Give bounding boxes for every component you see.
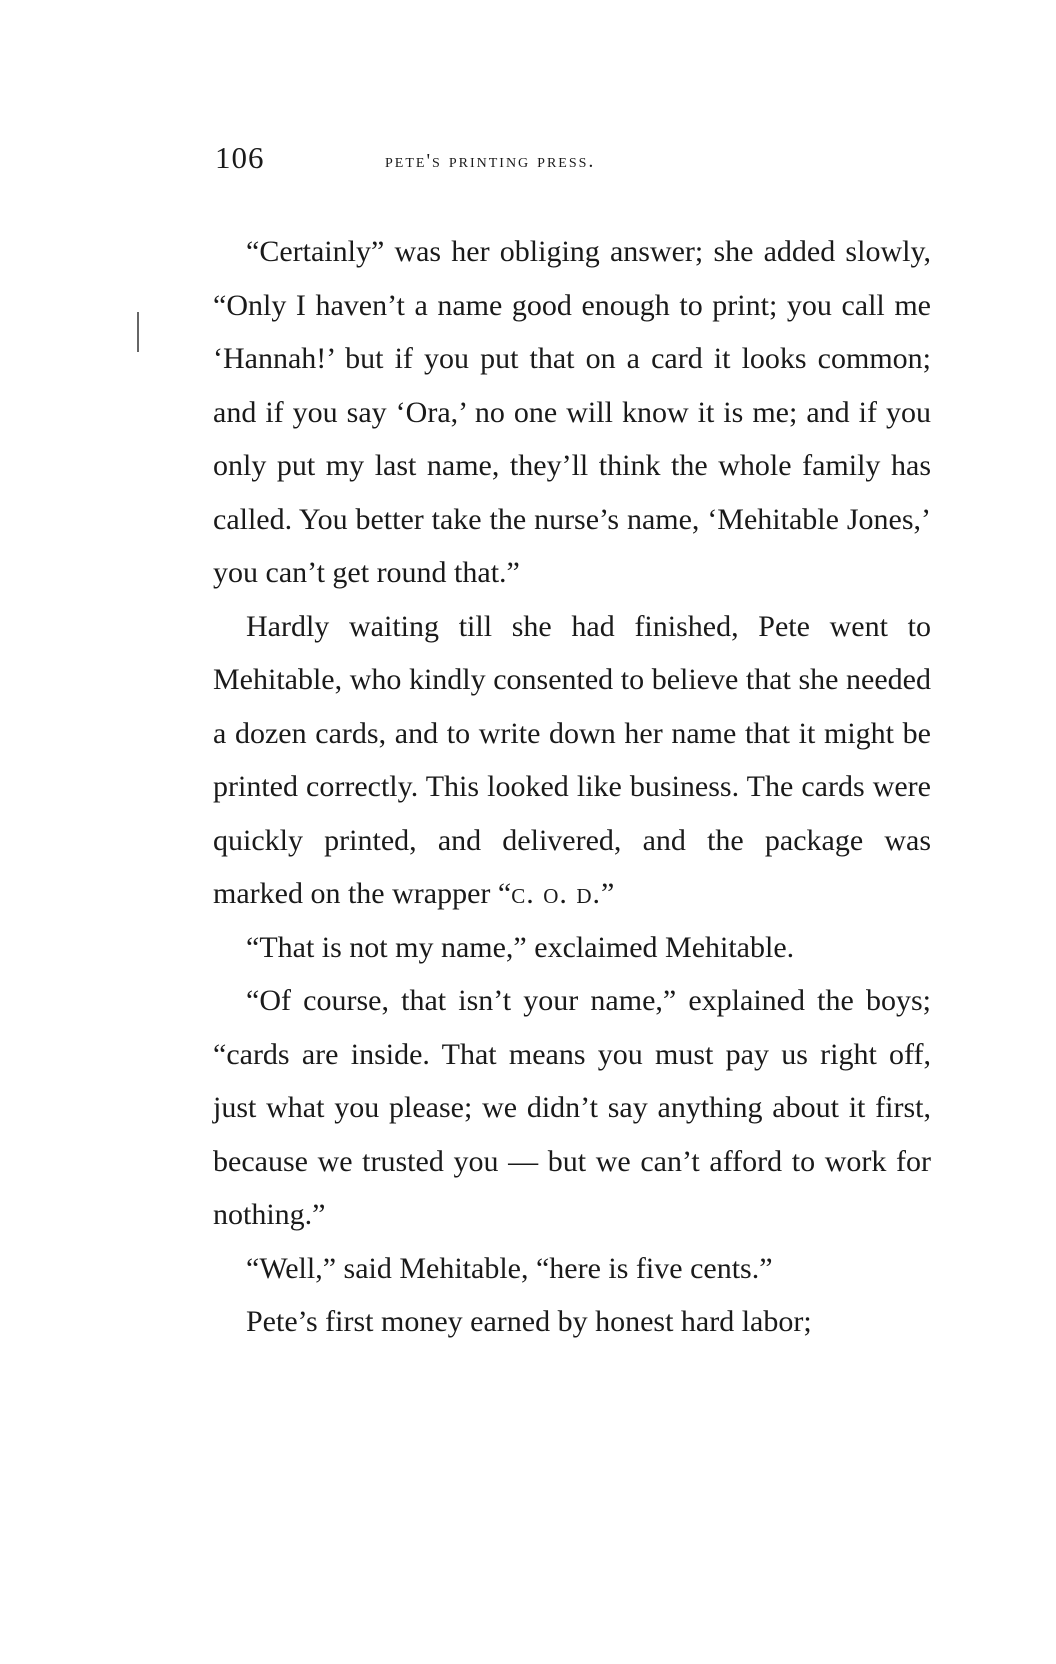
paragraph: “Certainly” was her obliging answer; she added slowly, “Only I haven’t a name good enough to print; you call me ‘Hannah!’ but if you put that on a card it looks common; and if you say ‘Ora,’ no one will know it is me; and if you only put my last name, they’ll think the whole family has called. You better take the nurse’s name, ‘Mehitable Jones,’ you can’t get round that.” — [213, 235, 931, 589]
paragraph: Pete’s first money earned by honest hard labor; — [246, 1305, 812, 1338]
paragraph: “That is not my name,” exclaimed Mehitable. — [246, 930, 795, 964]
page-header — [205, 140, 940, 180]
paragraph: Hardly waiting till she had finished, Pete went to Mehitable, who kindly consented to believe that she needed a dozen cards, and to write down her name that it might be printed correctly. This looked like business. The cards were quickly printed, and delivered, and the package was marked on the wrapper “c. o. d.” — [213, 609, 931, 910]
margin-mark — [137, 312, 139, 352]
page-number: 106 — [215, 140, 265, 175]
running-title: pete's printing press. — [385, 150, 596, 172]
body-text — [213, 225, 931, 1349]
paragraph: “Well,” said Mehitable, “here is five cents.” — [246, 1251, 773, 1285]
paragraph: “Of course, that isn’t your name,” explained the boys; “cards are inside. That means you must pay us right off, just what you please; we didn’t say anything about it first, because we trusted you — but we can’t afford to work for nothing.” — [213, 984, 931, 1231]
